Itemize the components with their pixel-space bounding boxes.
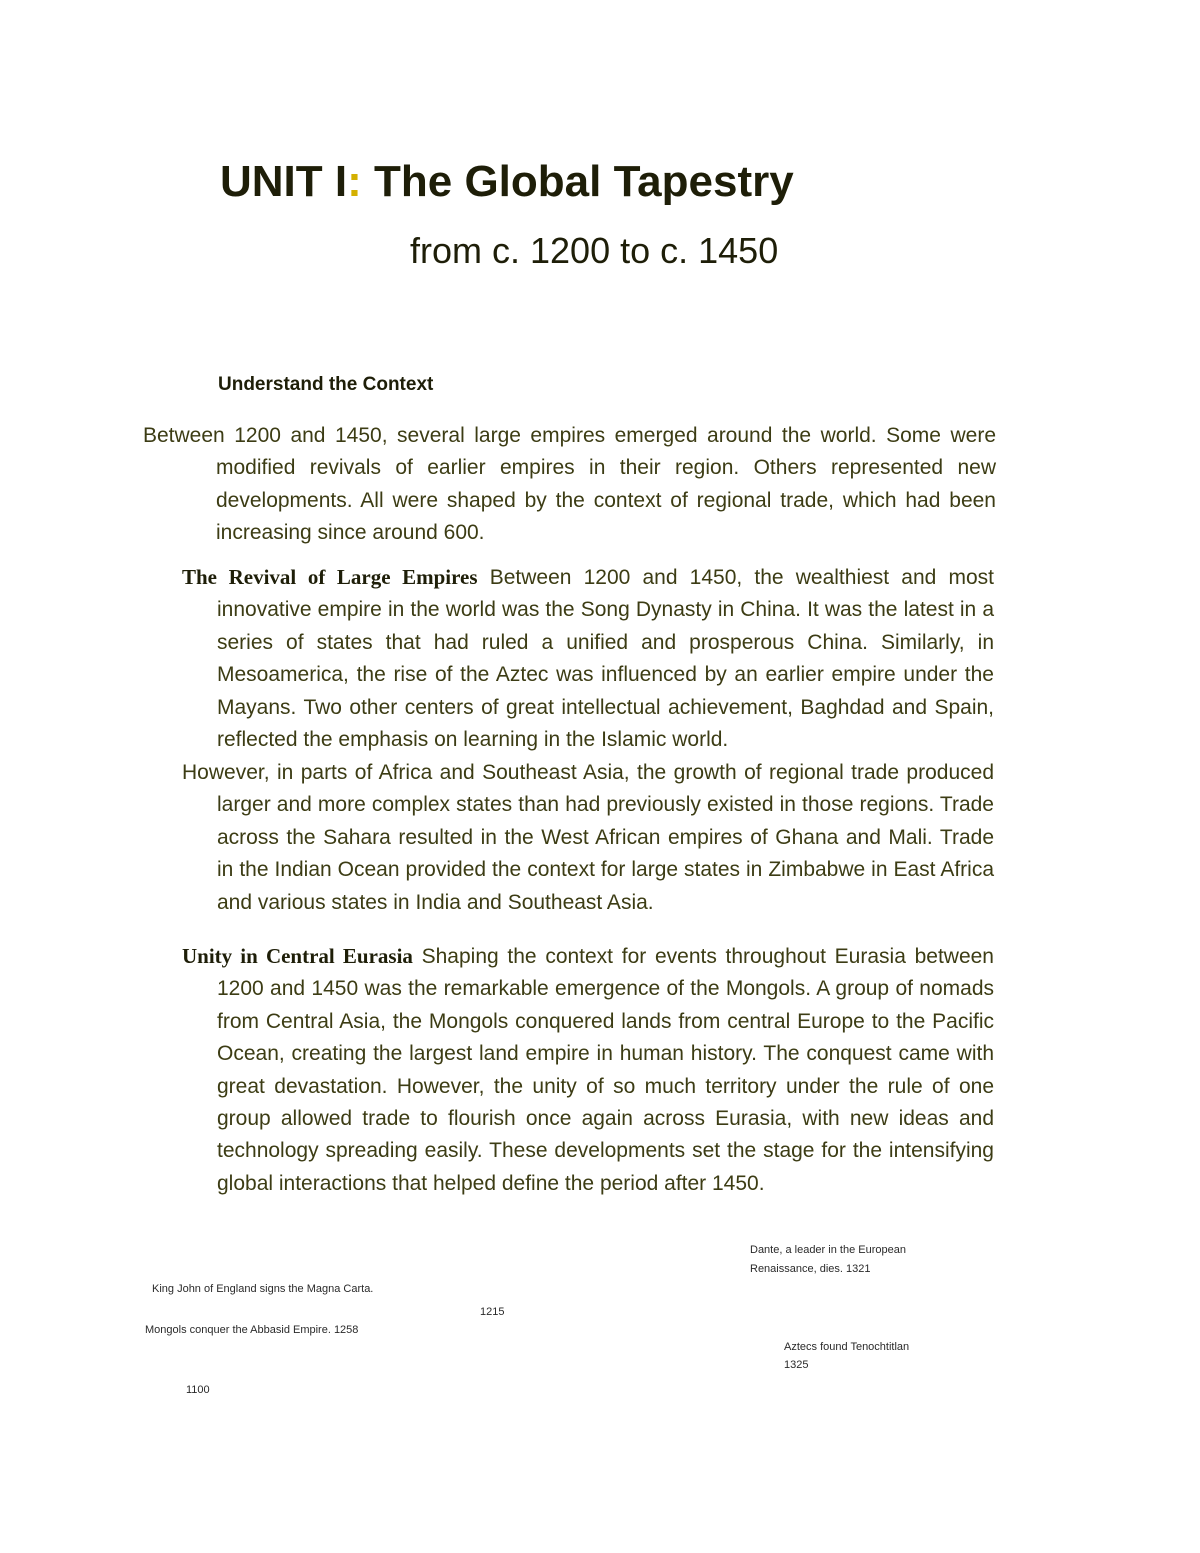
timeline-dante-line1: Dante, a leader in the European bbox=[750, 1244, 906, 1256]
timeline-year-1215: 1215 bbox=[480, 1306, 505, 1318]
unit-title bbox=[220, 155, 794, 209]
section-heading: Understand the Context bbox=[218, 374, 434, 395]
timeline-magna-carta: King John of England signs the Magna Carta. bbox=[152, 1283, 374, 1295]
unit-title-text: The Global Tapestry bbox=[361, 157, 794, 206]
unity-paragraph bbox=[182, 940, 994, 1200]
timeline-mongols-abbasid: Mongols conquer the Abbasid Empire. 1258 bbox=[145, 1324, 359, 1336]
unity-lead: Unity in Central Eurasia bbox=[182, 944, 413, 968]
timeline-aztecs-line2: 1325 bbox=[784, 1359, 809, 1371]
timeline-year-1100: 1100 bbox=[186, 1384, 210, 1396]
unit-subtitle: from c. 1200 to c. 1450 bbox=[410, 230, 779, 271]
revival-paragraph bbox=[182, 561, 994, 756]
unit-label: UNIT I bbox=[220, 157, 348, 206]
revival-text: Between 1200 and 1450, the wealthiest and most innovative empire in the world was the Song Dynasty in China. It was the latest in a series of states that had ruled a unified and prosperous China. Similarly, in Mesoamerica, the rise of the Aztec was influenced by an earlier empire under the Mayans. Two other centers of great intellectual achievement, Baghdad and Spain, reflected the emphasis on learning in the Islamic world. bbox=[217, 566, 994, 752]
timeline-dante-line2: Renaissance, dies. 1321 bbox=[750, 1263, 871, 1275]
however-paragraph: However, in parts of Africa and Southeast Asia, the growth of regional trade produced larger and more complex states than had previously existed in those regions. Trade across the Sahara resulted in the West African empires of Ghana and Mali. Trade in the Indian Ocean provided the context for large states in Zimbabwe in East Africa and various states in India and Southeast Asia. bbox=[182, 761, 994, 914]
intro-paragraph: Between 1200 and 1450, several large empires emerged around the world. Some were modified revivals of earlier empires in their region. Others represented new developments. All were shaped by the context of regional trade, which had been increasing since around 600. bbox=[143, 424, 996, 545]
unit-colon: : bbox=[347, 157, 362, 206]
timeline-aztecs-line1: Aztecs found Tenochtitlan bbox=[784, 1341, 910, 1353]
revival-lead: The Revival of Large Empires bbox=[182, 565, 478, 589]
unity-text: Shaping the context for events throughout Eurasia between 1200 and 1450 was the remarkable emergence of the Mongols. A group of nomads from Central Asia, the Mongols conquered lands from central Europe to the Pacific Ocean, creating the largest land empire in human history. The conquest came with great devastation. However, the unity of so much territory under the rule of one group allowed trade to flourish once again across Eurasia, with new ideas and technology spreading easily. These developments set the stage for the intensifying global interactions that helped define the period after 1450. bbox=[217, 945, 994, 1195]
